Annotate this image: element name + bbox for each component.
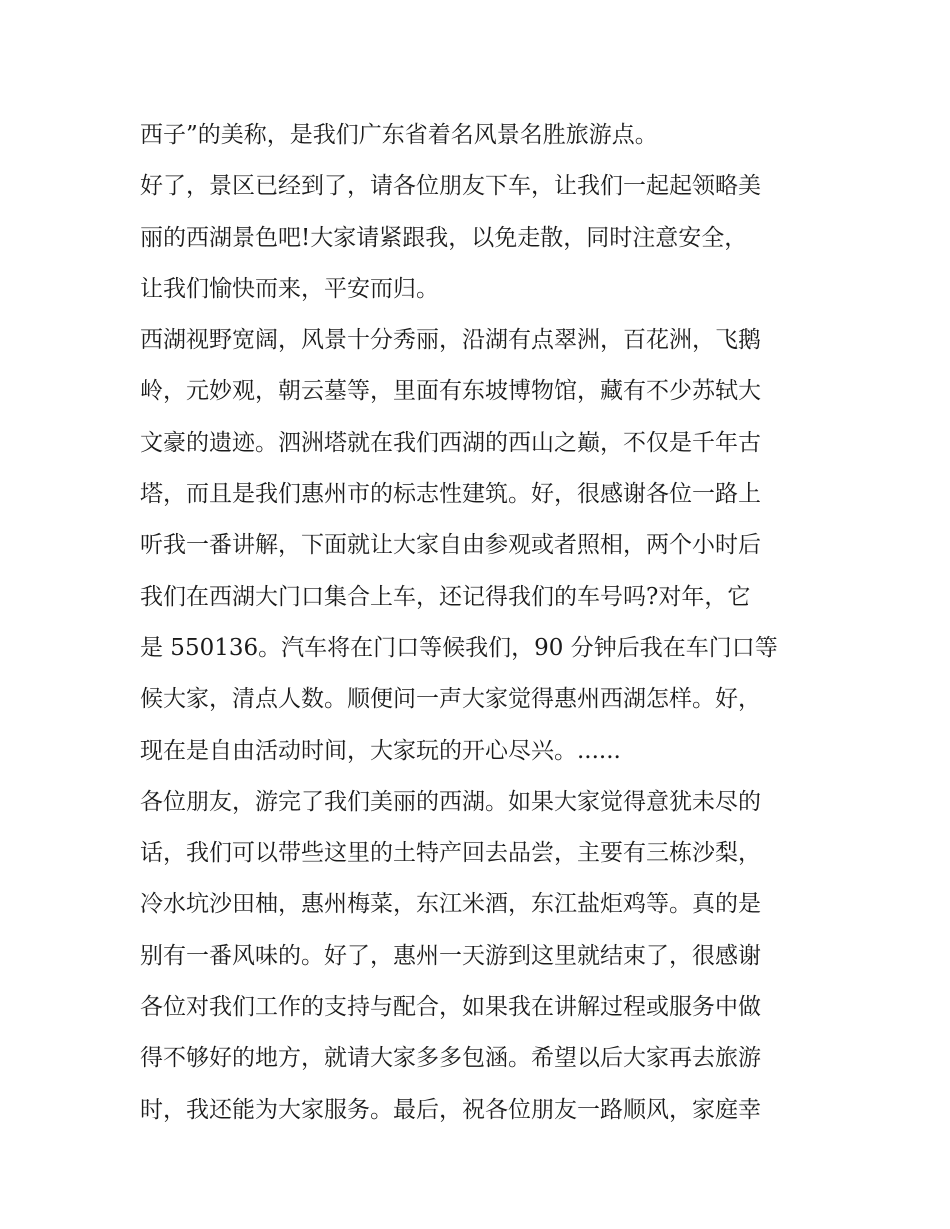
text-line: 各位朋友，游完了我们美丽的西湖。如果大家觉得意犹未尽的 [140,788,761,815]
text-line: 岭，元妙观，朝云墓等，里面有东坡博物馆，藏有不少苏轼大 [140,378,761,405]
text-line: 西湖视野宽阔，风景十分秀丽，沿湖有点翠洲，百花洲，飞鹅 [140,327,761,354]
text-line: 是 550136。汽车将在门口等候我们，90 分钟后我在车门口等 [140,634,778,661]
text-line: 时，我还能为大家服务。最后，祝各位朋友一路顺风，家庭幸 [140,1096,761,1123]
text-line: 让我们愉快而来，平安而归。 [140,275,439,302]
text-line: 别有一番风味的。好了，惠州一天游到这里就结束了，很感谢 [140,942,761,969]
text-line: 塔，而且是我们惠州市的标志性建筑。好，很感谢各位一路上 [140,481,761,508]
text-line: 得不够好的地方，就请大家多多包涵。希望以后大家再去旅游 [140,1045,761,1072]
text-line: 各位对我们工作的支持与配合，如果我在讲解过程或服务中做 [140,994,761,1021]
text-line: 丽的西湖景色吧!大家请紧跟我，以免走散，同时注意安全， [140,224,748,251]
text-line: 冷水坑沙田柚，惠州梅菜，东江米酒，东江盐炬鸡等。真的是 [140,891,761,918]
text-line: 话，我们可以带些这里的土特产回去品尝，主要有三栋沙梨， [140,840,761,867]
text-line: 候大家，清点人数。顺便问一声大家觉得惠州西湖怎样。好， [140,686,761,713]
text-line: 现在是自由活动时间，大家玩的开心尽兴。...... [140,737,621,764]
document-body [140,110,820,1136]
text-line: 听我一番讲解，下面就让大家自由参观或者照相，两个小时后 [140,532,761,559]
text-line: 好了，景区已经到了，请各位朋友下车，让我们一起起领略美 [140,173,761,200]
text-line: 文豪的遗迹。泗洲塔就在我们西湖的西山之巅，不仅是千年古 [140,429,761,456]
text-line: 我们在西湖大门口集合上车，还记得我们的车号吗?对年，它 [140,583,751,610]
text-line: 西子”的美称，是我们广东省着名风景名胜旅游点。 [140,122,658,148]
